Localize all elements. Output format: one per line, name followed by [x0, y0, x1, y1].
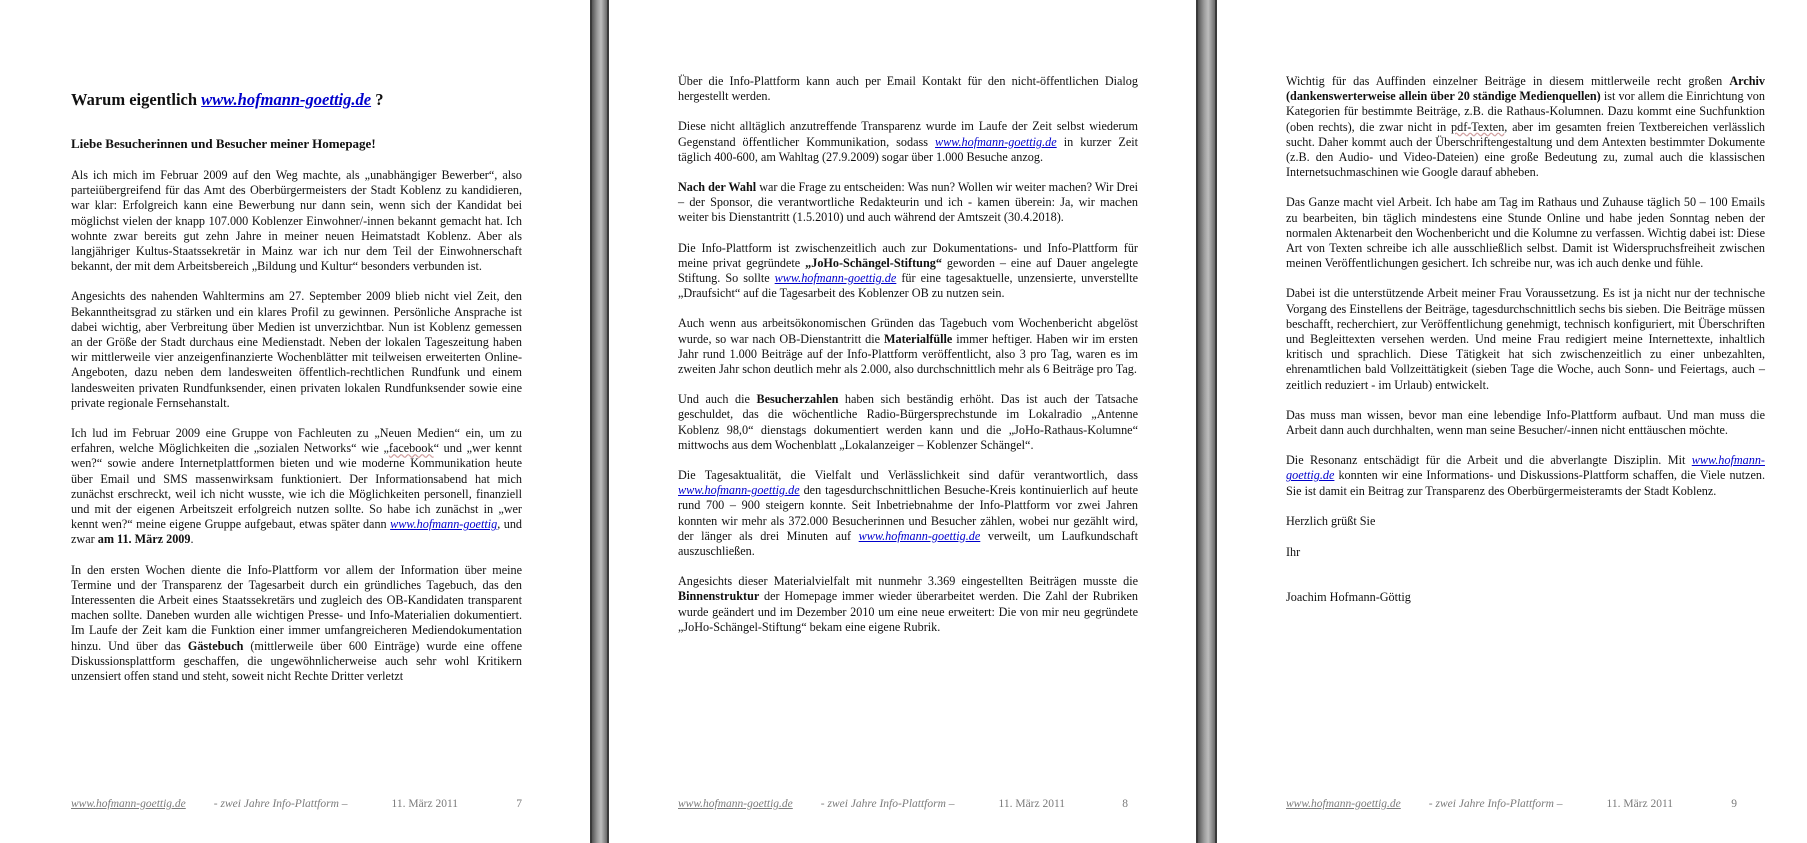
paragraph [678, 392, 1138, 453]
paragraph [1286, 453, 1765, 499]
paragraph: Angesichts des nahenden Wahltermins am 27. September 2009 blieb nicht viel Zeit, den Bekanntheitsgrad zu stärken und ein klares Profil zu gewinnen. Persönliche Ansprache ist dabei wichtig, aber Verbreitung über Medien ist unverzichtbar. Nun ist Koblenz gemessen an der Größe der Stadt durchaus eine Medienstadt. Neben der lokalen Tageszeitung haben wir mittlerweile vier anzeigenfinanzierte Wochenblätter mit teilweisen erweiterten Online-Angeboten, dazu neben dem landesweiten öffentlich-rechtlichen Rundfunk und einem landesweiten privaten Rundfunksender, einen privaten lokalen Rundfunksender sowie eine private regionale Fernsehanstalt. [71, 289, 522, 410]
bold-text: Archiv (dankenswerterweise allein über 20 ständige Medienquellen) [1286, 74, 1765, 104]
bold-text: „JoHo-Schängel-Stiftung“ [805, 255, 942, 270]
paragraph: Das Ganze macht viel Arbeit. Ich habe am Tag im Rathaus und Zuhause täglich 50 – 100 Emails zu bearbeiten, bin täglich mindestens eine Stunde Online und habe jeden Sonntag neben der normalen Aktenarbeit den Wochenbericht und die Kolumne zu verfassen. Wichtig dabei ist: Diese Art von Texten schreibe ich alle ausschließlich selbst. Damit ist Widerspruchsfreiheit zwischen meinen Veröffentlichungen gesichert. Ich schreibe nur, was ich auch denke und fühle. [1286, 195, 1765, 271]
page-number: 7 [516, 798, 522, 810]
text: Ich lud im Februar 2009 eine Gruppe von Fachleuten zu „Neuen Medien“ ein, um zu erfahren, welche Möglichkeiten die „sozialen Networks“ wie „ [71, 426, 522, 456]
hyperlink[interactable]: www.hofmann-goettig [390, 517, 498, 532]
footer-subtitle: - zwei Jahre Info-Plattform – [213, 798, 348, 810]
hyperlink[interactable]: www.hofmann-goettig.de [774, 271, 897, 286]
text: immer heftiger. Haben wir im ersten Jahr rund 1.000 Beiträge auf der Info-Plattform veröffentlicht, also 3 pro Tag, waren es im zweiten Jahr schon deutlich mehr als 2.000, also durchschnittlich mehr als 6 Beiträge pro Tag. [678, 331, 1139, 377]
page-7 [0, 0, 592, 843]
text: , aber im gesamten freien Textbereichen verlässlich sucht. Daher kommt auch der Überschriftengestaltung und dem Antexten bestimmter Dokumente (z.B. den Audio- und Video-Dateien) eine große Bedeutung zu, zumal auch die klassischen Internetsuchmaschinen wie Google darauf abheben. [1286, 119, 1765, 180]
text: (mittlerweile über 600 Einträge) wurde eine offene Diskussionsplattform geschaffen, die ungewöhnlicherweise auch sehr wohl Kritikern unzensiert offen stand und steht, soweit nicht Rechte Dritter verletzt [71, 638, 522, 684]
bold-text: Gästebuch [187, 638, 244, 653]
bold-text: Nach der Wahl [678, 180, 757, 195]
signature-name: Joachim Hofmann-Göttig [1286, 590, 1411, 605]
paragraph [678, 241, 1138, 302]
text: geworden – eine auf Dauer angelegte Stiftung. So sollte [678, 255, 1138, 286]
page-separator [1198, 0, 1215, 843]
paragraph: Das muss man wissen, bevor man eine lebendige Info-Plattform aufbaut. Und man muss die Arbeit dann auch durchhalten, wenn man seine Besucher/-innen nicht enttäuschen möchte. [1286, 407, 1765, 438]
page-content [71, 70, 522, 699]
bold-text: Binnenstruktur [678, 589, 760, 604]
text: in kurzer Zeit täglich 400-600, am Wahltag (27.9.2009) sogar über 1.000 Besuche anzog. [678, 134, 1138, 164]
text: Auch wenn aus arbeitsökonomischen Gründen das Tagebuch vom Wochenbericht abgelöst wurde, so war nach OB-Dienstantritt die [678, 316, 1138, 346]
footer-date: 11. März 2011 [998, 798, 1066, 810]
hyperlink[interactable]: www.hofmann-goettig.de [858, 528, 981, 543]
footer-link[interactable]: www.hofmann-goettig.de [1286, 798, 1401, 810]
text: für eine tagesaktuelle, unzensierte, unverstellte „Draufsicht“ auf die Tagesarbeit des Koblenzer OB zu nutzen sein. [678, 271, 1138, 301]
heading-text: Warum eigentlich [71, 90, 202, 109]
paragraph [678, 468, 1138, 559]
page-number: 9 [1731, 798, 1737, 810]
footer-link[interactable]: www.hofmann-goettig.de [678, 798, 793, 810]
paragraph: Über die Info-Plattform kann auch per Email Kontakt für den nicht-öffentlichen Dialog hergestellt werden. [678, 74, 1138, 104]
bold-text: am 11. März 2009 [97, 532, 191, 547]
footer-subtitle: - zwei Jahre Info-Plattform – [1428, 798, 1563, 810]
footer-date: 11. März 2011 [391, 798, 459, 810]
text: verweilt, um Laufkundschaft auszuschließen. [678, 528, 1138, 559]
paragraph [71, 426, 522, 548]
bold-text: Besucherzahlen [756, 392, 839, 407]
hyperlink[interactable]: www.hofmann-goettig.de [678, 483, 800, 498]
text: “ und „wer kennt wen?“ sowie andere Internetplattformen bieten und wie moderne Kommunikation heute über Email und SMS massenwirksam funktioniert. Der Informationsabend hat mich zunächst erschreckt, weil ich nicht wusste, wie ich die Möglichkeiten personell, finanziell und mit der eigenen Arbeitszeit erfolgreich nutzen sollte. So habe ich zunächst in „wer kennt wen?“ meine eigene Gruppe aufgebaut, etwas später dann [71, 441, 522, 532]
facebook-word: facebook [388, 441, 434, 456]
text: Die Resonanz entschädigt für die Arbeit und die abverlangte Disziplin. Mit [1286, 453, 1692, 468]
heading-link[interactable]: www.hofmann-goettig.de [201, 90, 372, 109]
page-edge [607, 0, 609, 843]
page-footer [71, 798, 522, 810]
heading-suffix: ? [371, 90, 384, 109]
page-content [1286, 74, 1765, 605]
text: der Homepage immer wieder überarbeitet werden. Die Zahl der Rubriken wurde geändert und im Dezember 2010 um eine neue erweitert: Die von mir neu gegründete „JoHo-Schängel-Stiftung“ bekam eine eigene Rubrik. [678, 589, 1138, 634]
footer-date: 11. März 2011 [1606, 798, 1674, 810]
text: , und zwar [71, 517, 523, 547]
paragraph [678, 180, 1138, 226]
footer-link[interactable]: www.hofmann-goettig.de [71, 798, 186, 810]
text: den tagesdurchschnittlichen Besuche-Kreis kontinuierlich auf heute rund 700 – 900 steigern konnte. Seit Inbetriebnahme der Info-Plattform vor zwei Jahren konnten wir mehr als 372.000 Besucherinnen und Besucher zählen, wobei nur gezählt wird, der länger als drei Minuten auf [678, 483, 1138, 543]
hyperlink[interactable]: www.hofmann-goettig.de [1286, 453, 1765, 483]
paragraph [71, 563, 522, 685]
paragraph [678, 316, 1138, 377]
text: Wichtig für das Auffinden einzelner Beiträge in diesem mittlerweile recht großen [1286, 74, 1730, 88]
page-8 [607, 0, 1198, 843]
paragraph: Dabei ist die unterstützende Arbeit meiner Frau Voraussetzung. Es ist ja nicht nur der technische Vorgang des Einstellens der Beiträge, tagesdurchschnittlich sechs bis sieben. Die Beiträge müssen beschafft, recherchiert, zur Veröffentlichung genehmigt, technisch konfiguriert, mit Überschriften und Begleittexten versehen werden. Und meine Frau redigiert meine Internettexte, inhaltlich kritisch und sprachlich. Diese Tätigkeit hat sich zwischenzeitlich zu einer unbezahlten, ehrenamtlichen bald Vollzeittätigkeit (sieben Tage die Woche, auch Sonn- und Feiertags, auch – zeitlich reduziert - im Urlaub) entwickelt. [1286, 286, 1765, 392]
bold-text: Materialfülle [883, 331, 953, 346]
page-edge [1215, 0, 1217, 843]
page-heading [71, 90, 522, 110]
text: Die Info-Plattform ist zwischenzeitlich auch zur Dokumentations- und Info-Plattform für meine privat gegründete [678, 240, 1138, 270]
text: In den ersten Wochen diente die Info-Plattform vor allem der Information über meine Termine und der Transparenz der Tagesarbeit durch ein gründliches Tagebuch, das den Interessenten die Arbeit eines Staatssekretärs und zugleich des OB-Kandidaten transparent machen sollte. Daneben wurden alle wichtigen Presse- und Info-Materialien dokumentiert. Im Laufe der Zeit kam die Funktion einer immer umfangreicheren Mediendokumentation hinzu. Und über das [71, 562, 522, 653]
pdf-word: pdf-Texten [1451, 119, 1505, 134]
page-content [678, 74, 1138, 650]
text: Angesichts dieser Materialvielfalt mit nunmehr 3.369 eingestellten Beiträgen musste die [678, 574, 1138, 589]
text: haben sich beständig erhöht. Das ist auch der Tatsache geschuldet, das die wöchentliche Radio-Bürgersprechstunde im Lokalradio „Antenne Koblenz 98,0“ dienstags dokumentiert werden kann und die „JoHo-Rathaus-Kolumne“ mittwochs aus dem Wochenblatt „Lokalanzeiger – Koblenzer Schängel“. [678, 392, 1138, 452]
text: Diese nicht alltäglich anzutreffende Transparenz wurde im Laufe der Zeit selbst wiederum Gegenstand öffentlicher Kommunikation, sodass [678, 119, 1138, 149]
text: Die Tagesaktualität, die Vielfalt und Verlässlichkeit sind dafür verantwortlich, dass [678, 468, 1138, 483]
page-footer [678, 798, 1128, 810]
closing-greeting: Herzlich grüßt Sie [1286, 513, 1376, 528]
text: konnten wir eine Informations- und Diskussions-Plattform schaffen, die Viele nutzen. Sie ist damit ein Beitrag zur Transparenz des Oberbürgermeisteramts der Stadt Koblenz. [1286, 468, 1765, 498]
text: ist vor allem die Einrichtung von Kategorien für bestimmte Beiträge, z.B. die Rathaus-Kolumnen. Dazu kommt eine Suchfunktion (oben rechts), die zwar nicht in [1286, 89, 1765, 134]
page-9 [1215, 0, 1807, 843]
paragraph [678, 574, 1138, 635]
footer-subtitle: - zwei Jahre Info-Plattform – [820, 798, 955, 810]
hyperlink[interactable]: www.hofmann-goettig.de [935, 134, 1057, 149]
paragraph [1286, 74, 1765, 180]
paragraph: Als ich mich im Februar 2009 auf den Weg machte, als „unabhängiger Bewerber“, also parteiübergreifend für das Amt des Oberbürgermeisters der Stadt Koblenz zu kandidieren, war klar: Erfolgreich kann eine Bewerbung nur dann sein, wenn sich der Kandidat bei möglichst vielen der knapp 107.000 Koblenzer Einwohner/-innen bekannt gemacht hat. Ich wohnte zwar bereits gut zehn Jahre in meiner neuen Heimatstadt Koblenz. Aber als langjähriger Kultus-Staatssekretär in Mainz war ich nur dem Teil der Einwohnerschaft bekannt, der mit dem Arbeitsbereich „Bildung und Kultur“ besonders verbunden ist. [71, 168, 522, 274]
text: . [190, 532, 194, 547]
text: Und auch die [678, 392, 757, 407]
paragraph [678, 119, 1138, 165]
closing-ihr: Ihr [1286, 545, 1301, 560]
page-number: 8 [1122, 798, 1128, 810]
page-footer [1286, 798, 1737, 810]
text: war die Frage zu entscheiden: Was nun? Wollen wir weiter machen? Wir Drei – der Sponsor, die verantwortliche Redakteurin und ich - kamen überein: Ja, wir machen weiter bis Dienstantritt (1.5.2010) und auch während der Amtszeit (30.4.2018). [678, 180, 1138, 225]
greeting-heading: Liebe Besucherinnen und Besucher meiner Homepage! [71, 136, 376, 151]
page-separator [592, 0, 607, 843]
